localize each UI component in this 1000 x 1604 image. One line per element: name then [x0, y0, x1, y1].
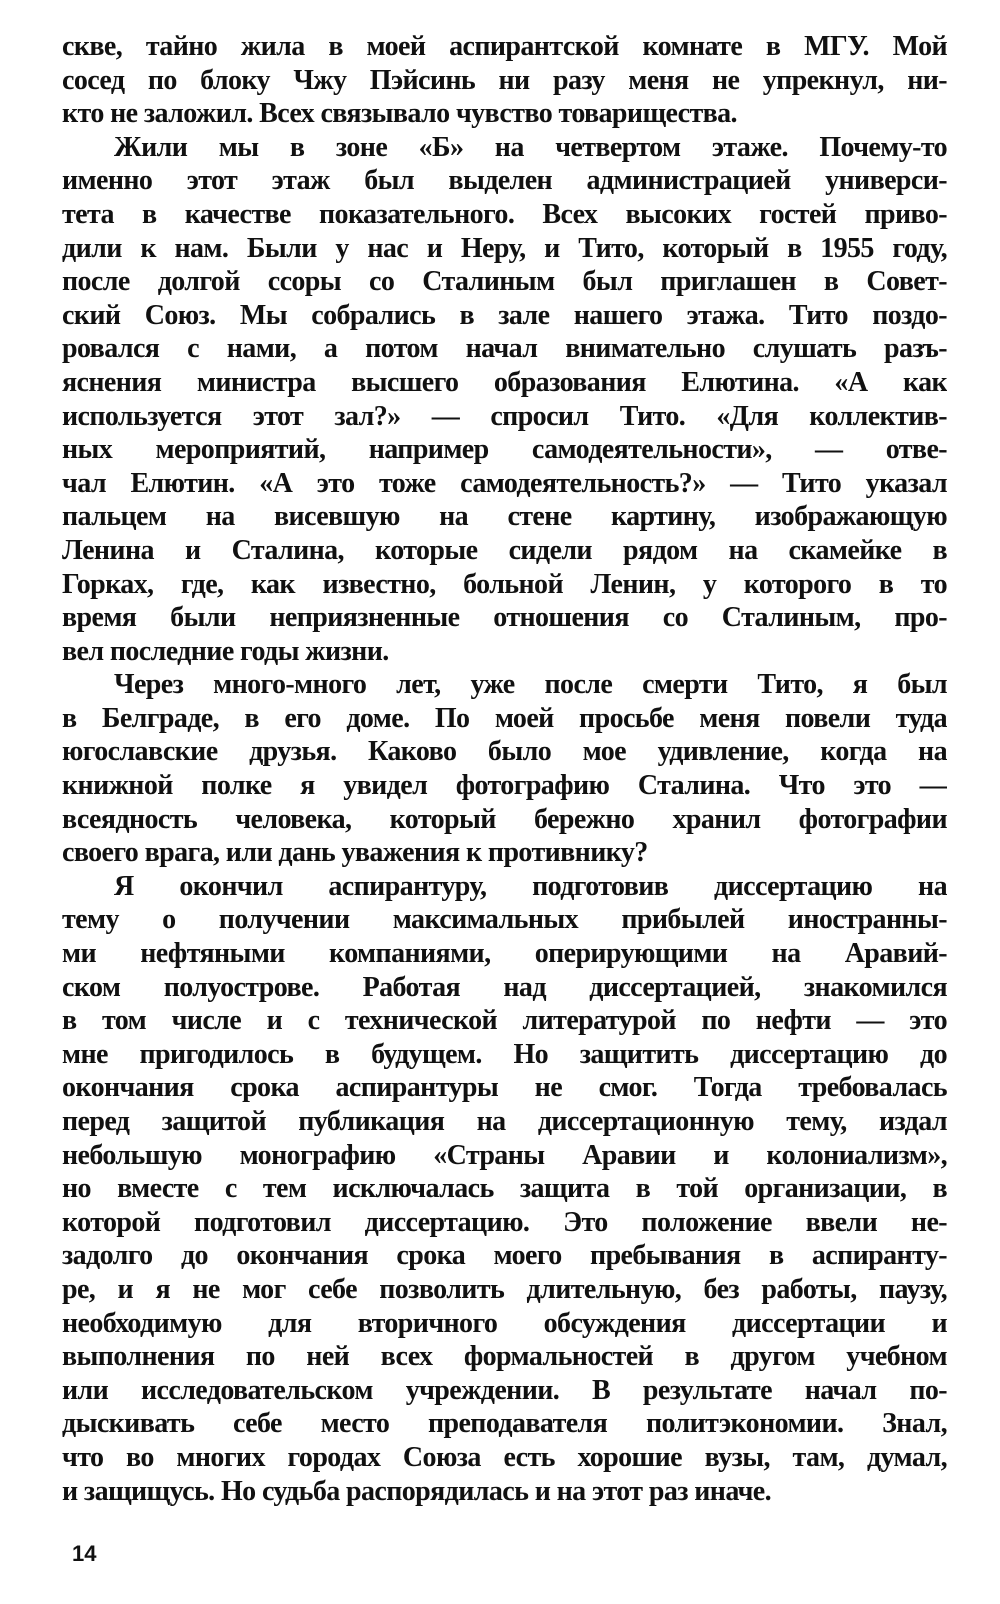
text-line: дыскивать себе место преподавателя политэкономии. Знал,	[62, 1408, 947, 1440]
text-line: в том числе и с технической литературой по нефти — это	[62, 1005, 947, 1037]
text-line: ных мероприятий, например самодеятельности», — отве-	[62, 434, 947, 466]
text-line: тему о получении максимальных прибылей иностранны-	[62, 904, 947, 936]
text-line: перед защитой публикация на диссертационную тему, издал	[62, 1106, 947, 1137]
text-line: время были неприязненные отношения со Сталиным, про-	[62, 602, 947, 634]
text-line: которой подготовил диссертацию. Это положение ввели не-	[62, 1206, 947, 1238]
text-line: или исследовательском учреждении. В результате начал по-	[62, 1374, 947, 1406]
text-line: ми нефтяными компаниями, оперирующими на Аравий-	[62, 938, 947, 970]
text-line: и защищусь. Но судьба распорядилась и на этот раз иначе.	[62, 1475, 772, 1507]
text-line: дили к нам. Были у нас и Неру, и Тито, который в 1955 году,	[62, 232, 947, 264]
text-line: выполнения по ней всех формальностей в другом учебном	[62, 1341, 947, 1373]
text-line: необходимую для вторичного обсуждения диссертации и	[62, 1307, 947, 1339]
text-line: ском полуострове. Работая над диссертацией, знакомился	[62, 971, 947, 1003]
text-line: всеядность человека, который бережно хранил фотографии	[62, 803, 947, 835]
text-line: используется этот зал?» — спросил Тито. «Для коллектив-	[62, 400, 947, 432]
text-line: после долгой ссоры со Сталиным был приглашен в Совет-	[62, 266, 947, 298]
text-line: именно этот этаж был выделен администрацией универси-	[62, 165, 947, 197]
text-line: яснения министра высшего образования Елютина. «А как	[62, 366, 947, 398]
text-line: окончания срока аспирантуры не смог. Тогда требовалась	[62, 1072, 947, 1104]
text-line: что во многих городах Союза есть хорошие вузы, там, думал,	[62, 1441, 947, 1473]
text-line: ре, и я не мог себе позволить длительную, без работы, паузу,	[62, 1273, 947, 1305]
text-line: мне пригодилось в будущем. Но защитить диссертацию до	[62, 1038, 947, 1070]
text-line: ский Союз. Мы собрались в зале нашего этажа. Тито поздо-	[62, 299, 947, 331]
text-line: книжной полке я увидел фотографию Сталина. Что это —	[62, 770, 947, 802]
text-line: Через много-много лет, уже после смерти Тито, я был	[114, 669, 947, 701]
text-line: Ленина и Сталина, которые сидели рядом на скамейке в	[62, 534, 947, 566]
text-line: пальцем на висевшую на стене картину, изображающую	[62, 501, 947, 533]
text-line: небольшую монографию «Страны Аравии и колониализм»,	[62, 1139, 947, 1171]
text-line: ровался с нами, а потом начал внимательно слушать разъ-	[62, 333, 947, 365]
page-number: 14	[72, 1541, 97, 1566]
text-line: чал Елютин. «А это тоже самодеятельность?» — Тито указал	[62, 467, 947, 499]
text-line: своего врага, или дань уважения к противнику?	[62, 837, 648, 869]
text-line: Горках, где, как известно, больной Ленин, у которого в то	[62, 568, 947, 600]
text-line: тета в качестве показательного. Всех высоких гостей приво-	[62, 198, 947, 230]
text-line: скве, тайно жила в моей аспирантской комнате в МГУ. Мой	[62, 31, 947, 62]
text-line: Я окончил аспирантуру, подготовив диссертацию на	[114, 870, 947, 902]
text-line: задолго до окончания срока моего пребывания в аспиранту-	[62, 1240, 947, 1272]
page-body-text	[62, 30, 947, 1530]
text-line: в Белграде, в его доме. По моей просьбе меня повели туда	[62, 702, 947, 734]
text-line: кто не заложил. Всех связывало чувство товарищества.	[62, 98, 737, 130]
text-line: вел последние годы жизни.	[62, 635, 389, 667]
text-line: но вместе с тем исключалась защита в той организации, в	[62, 1173, 947, 1205]
text-line: Жили мы в зоне «Б» на четвертом этаже. Почему-то	[114, 131, 947, 163]
text-line: югославские друзья. Каково было мое удивление, когда на	[62, 736, 947, 768]
text-line: сосед по блоку Чжу Пэйсинь ни разу меня не упрекнул, ни-	[62, 64, 947, 96]
